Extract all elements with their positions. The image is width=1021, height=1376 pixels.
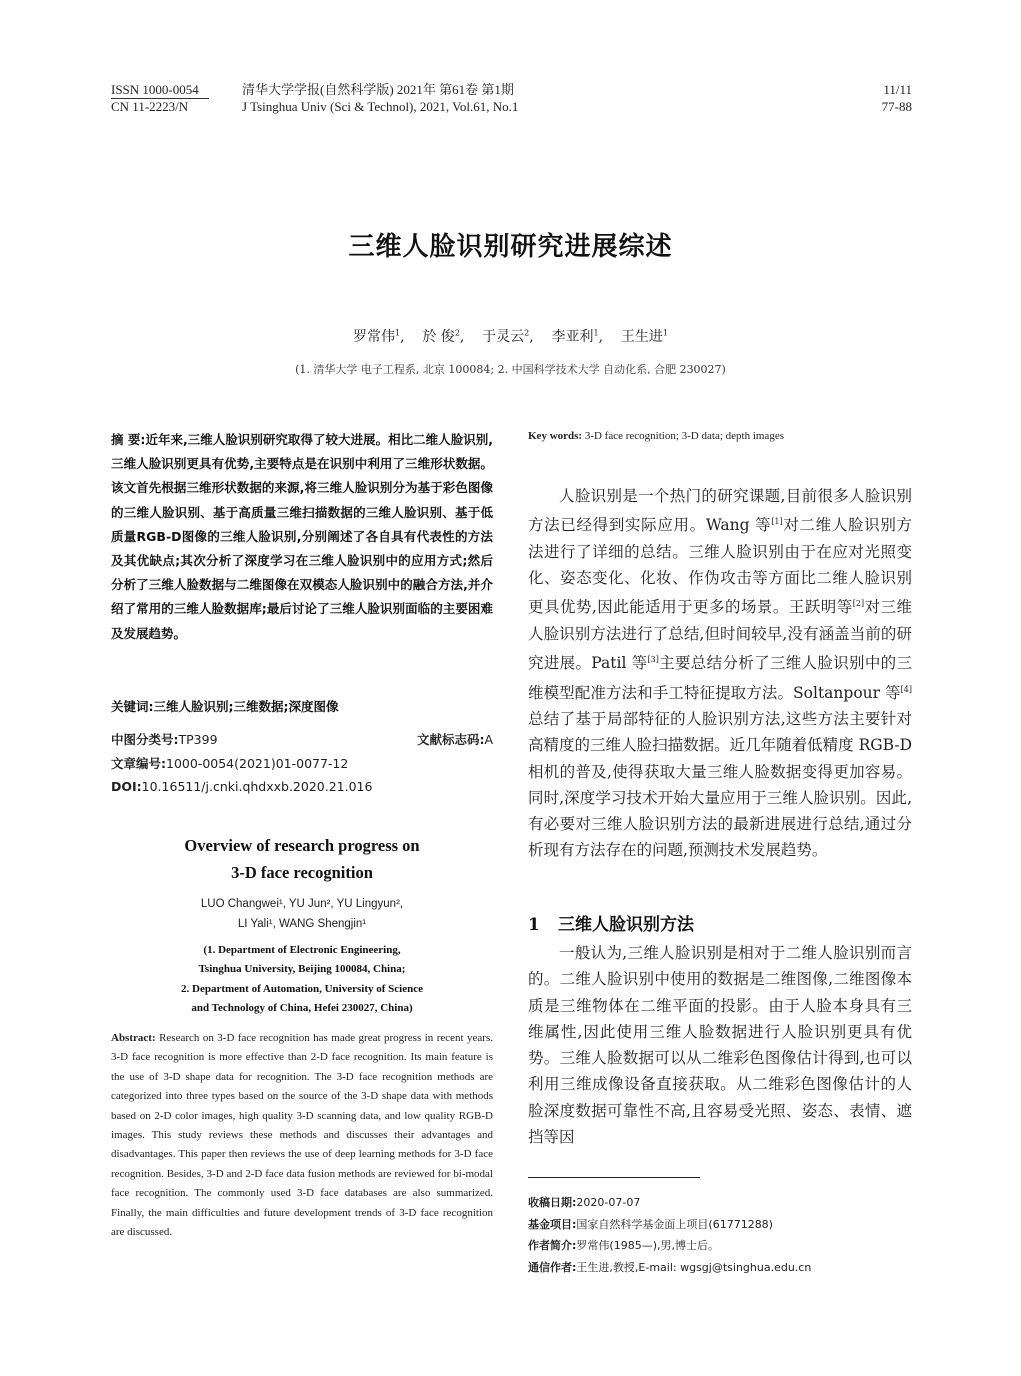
english-authors [111,894,493,934]
doc-label: 文献标志码: [416,732,485,747]
keywords-cn-label: 关键词: [111,699,154,714]
keywords-en-label: Key words: [528,430,583,442]
footnote-rule [528,1177,700,1178]
intro-paragraph: 人脸识别是一个热门的研究课题,目前很多人脸识别方法已经得到实际应用。Wang 等[1]对二维人脸识别方法进行了详细的总结。三维人脸识别由于在应对光照变化、姿态变化、化妆、作伪攻击等方面比二维人脸识别更具优势,因此能适用于更多的场景。王跃明等[2]对三维人脸识别方法进行了总结,但时间较早,没有涵盖当前的研究进展。Patil 等[3]主要总结分析了三维人脸识别中的三维模型配准方法和手工特征提取方法。Soltanpour 等[4]总结了基于局部特征的人脸识别方法,这些方法主要针对高精度的三维人脸扫描数据。近几年随着低精度 RGB-D 相机的普及,使得获取大量三维人脸数据变得更加容易。同时,深度学习技术开始大量应用于三维人脸识别。因此,有必要对三维人脸识别方法的最新进展进行总结,通过分析现有方法存在的问题,预测技术发展趋势。 [528,487,912,860]
clc-label: 中图分类号: [111,732,179,747]
keywords-cn-text: 三维人脸识别;三维数据;深度图像 [153,699,339,714]
article-line [111,754,493,774]
affiliation: (1. 清华大学 电子工程系, 北京 100084; 2. 中国科学技术大学 自动化系, 合肥 230027) [295,363,726,376]
section1-body [528,940,912,1150]
section-number: 1 [528,915,540,935]
section1-paragraph: 一般认为,三维人脸识别是相对于二维人脸识别而言的。二维人脸识别中使用的数据是二维图像,二维图像本质是三维物体在二维平面的投影。由于人脸本身具有三维属性,因此使用三维人脸数据进行人脸识别更具有优势。三维人脸数据可以从二维彩色图像估计得到,也可以利用三维成像设备直接获取。从二维彩色图像估计的人脸深度数据可靠性不高,且容易受光照、姿态、表情、遮挡等因 [528,944,912,1147]
doi-label: DOI: [111,779,142,794]
footnote-received: 收稿日期:2020-07-07 [528,1196,641,1209]
doc-value: A [484,732,493,747]
section-heading [528,910,912,935]
author: 於 俊$^2$ [422,328,460,345]
keywords-en [528,430,912,442]
abstract-cn-text: 近年来,三维人脸识别研究取得了较大进展。相比二维人脸识别,三维人脸识别更具有优势,主要特点是在识别中利用了三维形状数据。该文首先根据三维形状数据的来源,将三维人脸识别分为基于彩色图像的三维人脸识别、基于高质量三维扫描数据的三维人脸识别、基于低质量RGB-D图像的三维人脸识别,分别阐述了各自具有代表性的方法及其优缺点;其次分析了深度学习在三维人脸识别中的应用方式;然后分析了三维人脸数据与二维图像在双模态人脸识别中的融合方法,并介绍了常用的三维人脸数据库;最后讨论了三维人脸识别面临的主要困难及发展趋势。 [111,432,494,641]
doc-code [417,730,493,750]
english-affil-line: Tsinghua University, Beijing 100084, China; [198,963,406,976]
abstract-cn [111,428,493,646]
citation: [4] [900,684,912,694]
issue-page: 11/11 [883,82,912,97]
author: 李亚利$^1$ [551,328,599,345]
english-title-line: Overview of research progress on [184,836,420,855]
citation: [1] [771,517,783,527]
journal-en: J Tsinghua Univ (Sci & Technol), 2021, Vol.61, No.1 [242,99,519,114]
author-list: 罗常伟$^1$, 於 俊$^2$, 于灵云$^2$, 李亚利$^1$, 王生进$^1$ [353,328,668,345]
abstract-cn-label: 摘 要: [111,432,146,447]
journal-cn: 清华大学学报(自然科学版) 2021年 第61卷 第1期 [242,82,514,97]
author: 于灵云$^2$ [482,328,530,345]
author: 王生进$^1$ [620,328,668,345]
english-affil-line: and Technology of China, Hefei 230027, China) [191,1001,413,1014]
english-abstract-label: Abstract: [111,1032,156,1044]
footnote-fund: 基金项目:国家自然科学基金面上项目(61771288) [528,1217,773,1231]
english-abstract [111,1029,493,1242]
english-affil-line: 2. Department of Automation, University of Science [181,982,423,995]
doi-line [111,777,493,797]
footnote-corresponding: 通信作者:王生进,教授,E-mail: wgsgj@tsinghua.edu.cn [528,1260,812,1274]
english-affiliation [111,941,493,1018]
article-value: 1000-0054(2021)01-0077-12 [166,756,349,771]
cn-number: CN 11-2223/N [111,99,189,114]
english-authors-line: LUO Changwei¹, YU Jun², YU Lingyun², [200,898,404,910]
doi-value: 10.16511/j.cnki.qhdxxb.2020.21.016 [141,779,373,794]
english-title [111,832,493,886]
citation: [3] [647,655,659,665]
english-authors-line: LI Yali¹, WANG Shengjin¹ [237,918,367,930]
english-affil-line: (1. Department of Electronic Engineering, [203,944,401,956]
footnote-bio: 作者简介:罗常伟(1985—),男,博士后。 [528,1239,719,1252]
clc-line [111,730,493,750]
keywords-cn [111,697,493,715]
page-range: 77-88 [881,99,912,114]
intro-section [528,483,912,864]
clc-value: TP399 [178,732,218,747]
english-abstract-text: Research on 3-D face recognition has made great progress in recent years. 3-D face recognition is more effective than 2-D face recognition. Its main feature is the use of 3-D shape data for recognition. The 3-D face recognition methods are categorized into three types based on the source of the 3-D shape data with methods based on 2-D color images, high quality 3-D scanning data, and low quality RGB-D images. This study reviews these methods and discusses their advantages and disadvantages. This paper then reviews the use of deep learning methods for 3-D face recognition. Besides, 3-D and 2-D face data fusion methods are reviewed for bi-modal face recognition. The commonly used 3-D face databases are also summarized. Finally, the main difficulties and future development trends of 3-D face recognition are discussed. [111,1032,493,1239]
issn: ISSN 1000-0054 [111,82,199,97]
citation: [2] [852,599,865,609]
section-title: 三维人脸识别方法 [558,915,694,935]
author: 罗常伟$^1$ [353,328,401,345]
article-label: 文章编号: [111,756,166,771]
footnotes [528,1192,912,1278]
keywords-en-text: 3-D face recognition; 3-D data; depth images [584,430,784,442]
english-title-line: 3-D face recognition [231,863,373,882]
paper-title: 三维人脸识别研究进展综述 [348,232,673,262]
